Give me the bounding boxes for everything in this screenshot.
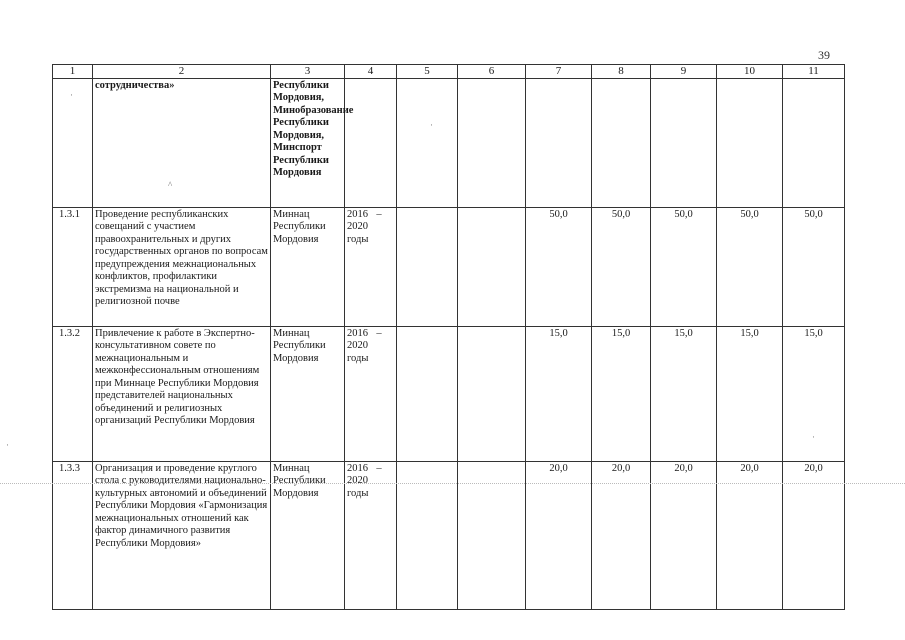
period bbox=[345, 78, 397, 207]
value-col-11: 50,0 bbox=[783, 207, 845, 326]
item-number bbox=[53, 78, 93, 207]
value-col-8 bbox=[592, 78, 651, 207]
period-dash: – bbox=[376, 208, 382, 220]
column-header: 4 bbox=[345, 65, 397, 79]
program-activities-table bbox=[52, 64, 845, 610]
value-col-7: 50,0 bbox=[526, 207, 592, 326]
column-header: 7 bbox=[526, 65, 592, 79]
period-years: 2016 2020 годы bbox=[347, 462, 369, 499]
column-header: 11 bbox=[783, 65, 845, 79]
value-col-7: 15,0 bbox=[526, 326, 592, 461]
value-col-6 bbox=[458, 326, 526, 461]
value-col-10: 15,0 bbox=[717, 326, 783, 461]
column-header: 1 bbox=[53, 65, 93, 79]
value-col-11: 15,0 bbox=[783, 326, 845, 461]
column-header: 6 bbox=[458, 65, 526, 79]
column-header: 2 bbox=[93, 65, 271, 79]
executor: Республики Мордовия, Минобразование Республики Мордовия, Минспорт Республики Мордовия bbox=[271, 78, 345, 207]
item-number: 1.3.3 bbox=[53, 461, 93, 609]
table-row bbox=[53, 207, 845, 326]
period-dash: – bbox=[376, 327, 382, 339]
value-col-10: 50,0 bbox=[717, 207, 783, 326]
executor: Миннац Республики Мордовия bbox=[271, 326, 345, 461]
value-col-8: 15,0 bbox=[592, 326, 651, 461]
scan-speck-mark: · bbox=[812, 432, 815, 442]
column-header: 10 bbox=[717, 65, 783, 79]
value-col-9: 20,0 bbox=[651, 461, 717, 609]
activity-name: Проведение республиканских совещаний с участием правоохранительных и других государственных органов по вопросам предупреждения межнациональных конфликтов, профилактики экстремизма на национальной и религиозной почве bbox=[93, 207, 271, 326]
scan-dotted-line bbox=[0, 483, 905, 484]
value-col-10: 20,0 bbox=[717, 461, 783, 609]
value-col-11: 20,0 bbox=[783, 461, 845, 609]
table-row bbox=[53, 326, 845, 461]
value-col-10 bbox=[717, 78, 783, 207]
value-col-9: 15,0 bbox=[651, 326, 717, 461]
value-col-8: 50,0 bbox=[592, 207, 651, 326]
value-col-7 bbox=[526, 78, 592, 207]
period-dash: – bbox=[376, 462, 382, 474]
column-header: 8 bbox=[592, 65, 651, 79]
value-col-6 bbox=[458, 78, 526, 207]
executor: Миннац Республики Мордовия bbox=[271, 207, 345, 326]
activity-name: Организация и проведение круглого стола с руководителями национально-культурных автономий и объединений Республики Мордовия «Гармонизация межнациональных отношений как фактор динамичного развития Республики Мордовия» bbox=[93, 461, 271, 609]
period bbox=[345, 326, 397, 461]
activity-name: Привлечение к работе в Экспертно-консультативном совете по межнациональным и межконфессиональным отношениям при Миннаце Республики Мордовия представителей национальных объединений и религиозных организаций Республики Мордовия bbox=[93, 326, 271, 461]
column-header: 9 bbox=[651, 65, 717, 79]
value-col-5 bbox=[397, 78, 458, 207]
executor: Миннац Республики Мордовия bbox=[271, 461, 345, 609]
column-header: 5 bbox=[397, 65, 458, 79]
scan-speck-mark: · bbox=[430, 120, 433, 130]
scan-speck-mark: · bbox=[6, 440, 9, 450]
value-col-9 bbox=[651, 78, 717, 207]
page-number: 39 bbox=[818, 48, 830, 62]
item-number: 1.3.2 bbox=[53, 326, 93, 461]
table-row bbox=[53, 78, 845, 207]
scan-speck-mark: ^ bbox=[168, 180, 173, 190]
activity-name: сотрудничества» bbox=[93, 78, 271, 207]
value-col-5 bbox=[397, 326, 458, 461]
scan-speck-mark: · bbox=[70, 90, 73, 100]
period-years: 2016 2020 годы bbox=[347, 208, 369, 245]
value-col-5 bbox=[397, 207, 458, 326]
value-col-11 bbox=[783, 78, 845, 207]
value-col-8: 20,0 bbox=[592, 461, 651, 609]
column-header: 3 bbox=[271, 65, 345, 79]
table-header-row bbox=[53, 65, 845, 79]
period-years: 2016 2020 годы bbox=[347, 327, 369, 364]
item-number: 1.3.1 bbox=[53, 207, 93, 326]
value-col-6 bbox=[458, 207, 526, 326]
period bbox=[345, 207, 397, 326]
value-col-9: 50,0 bbox=[651, 207, 717, 326]
value-col-7: 20,0 bbox=[526, 461, 592, 609]
